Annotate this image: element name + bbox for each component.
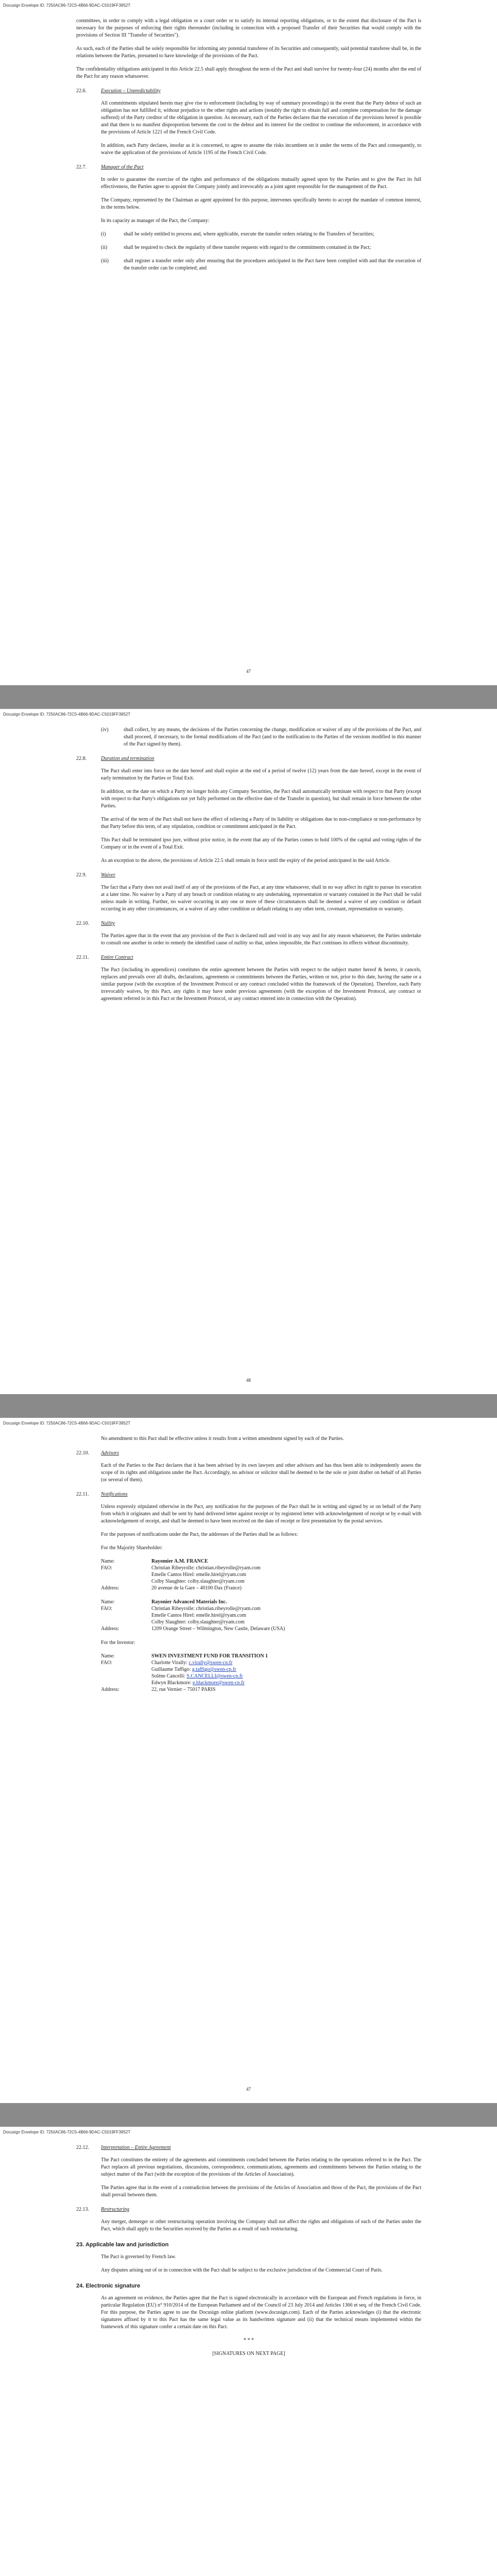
document-page-2	[0, 709, 497, 1394]
contact-line: Solène Cancelli: S.CANCELLI@swen-cp.fr	[151, 1673, 243, 1679]
email-link[interactable]: e.blackmore@swen-cp.fr	[192, 1680, 245, 1686]
document-page-3	[0, 1418, 497, 2103]
list-label: (iii)	[101, 258, 109, 264]
page-number: 47	[246, 2087, 251, 2092]
section-number: 22.6.	[76, 88, 87, 94]
contact-line: Christian Ribeyrolle: christian.ribeyrolle@ryam.com	[151, 1565, 261, 1571]
page-number: 48	[246, 1378, 251, 1383]
section-heading-22-13	[76, 2206, 421, 2213]
paragraph: For the purposes of notifications under the Pact, the addresses of the Parties shall be as follows:	[101, 1532, 298, 1537]
field-label: Address:	[101, 1687, 119, 1692]
list-text: shall be solely entitled to process and, where applicable, execute the transfer orders relating to the Transfers of Securities;	[124, 231, 374, 237]
party-name: SWEN INVESTMENT FUND FOR TRANSITION 1	[151, 1653, 268, 1659]
paragraph: committees, in order to comply with a legal obligation or a court order or to satisfy its internal reporting obligations, or to the extent that disclosure of the Pact is necessary for the purposes of enforcing their rights thereunder (including in connection with a proposed Transfer of their Securities that would comply with the provisions of Section III "Transfer of Securities").	[76, 18, 421, 38]
page-number: 47	[246, 669, 251, 674]
paragraph: The Pact (including its appendices) constitutes the entire agreement between the Parties with respect to the subject matter hereof & hereto, it cancels, replaces and prevails over all drafts, declarations, agreements or commitments between the Parties, written or not, prior to this date, having the same or a similar purpose (with the exception of the Investment Protocol or any contract concluded within the framework of the Operation). Therefore, each Party irrevocably waives, by this Pact, any rights it may have under previous agreements (with the exception of the Investment Protocol, any contract or agreement referred to in this Pact or the Investment Protocol, or any contract entered into in connection with the Operation).	[101, 967, 421, 1002]
paragraph: The Parties agree that in the event that any provision of the Pact is declared null and void in any way and for any reason whatsoever, the Parties undertake to consult one another in order to remedy the identified cause of nullity so that, unless impossible, the Pact continues its effects without discontinuity.	[101, 933, 421, 946]
section-heading-22-6	[76, 88, 421, 95]
party-address: 1209 Orange Street – Wilmington, New Castle, Delaware (USA)	[151, 1626, 285, 1632]
docusign-envelope-id: Docusign Envelope ID: 7250AC86-72C5-4B66-9DAC-C5019FF3952T	[3, 2130, 131, 2134]
section-number: 22.11.	[76, 1492, 89, 1497]
section-title: Execution – Unpredictability	[101, 88, 161, 94]
email-link[interactable]: g.taffigo@swen-cp.fr	[192, 1667, 236, 1672]
paragraph: In order to guarantee the exercise of the rights and performance of the obligations mutually agreed upon by the Parties and to give the Pact its full effectiveness, the Parties agree to appoint the Company jointly and irrevocably as a joint agent responsible for the management of the Pact.	[101, 177, 421, 190]
paragraph: Each of the Parties to the Pact declares that it has been advised by its own lawyers and other advisors and has thus been able to independently assess the scope of its rights and obligations under the Pact. Accordingly, no advisor or solicitor shall be deemed to be the sole or joint drafter on behalf of all Parties (or several of them).	[101, 1463, 421, 1483]
section-number: 22.7.	[76, 164, 87, 170]
paragraph: The Pact is governed by French law.	[101, 2254, 176, 2260]
paragraph: In its capacity as manager of the Pact, the Company:	[101, 218, 210, 224]
docusign-envelope-id: Docusign Envelope ID: 7250AC86-72C5-4B66-9DAC-C5019FF3952T	[3, 712, 131, 717]
majority-label: For the Majority Shareholder:	[101, 1545, 163, 1551]
article-heading-24: 24. Electronic signature	[76, 2283, 141, 2289]
list-label: (i)	[101, 231, 106, 237]
section-heading-22-12	[76, 2144, 421, 2151]
section-title: Interpretation – Entire Agreement	[101, 2145, 171, 2150]
document-page-1	[0, 0, 497, 685]
section-number: 22.10.	[76, 1450, 89, 1456]
investor-label: For the Investor:	[101, 1640, 135, 1646]
paragraph: The Pact shall enter into force on the date hereof and shall expire at the end of a period of twelve (12) years from the date hereof, except in the event of early termination by the Parties or Total Exit.	[101, 768, 421, 781]
party-name: Rayonier Advanced Materials Inc.	[151, 1599, 227, 1605]
field-label: FAO:	[101, 1565, 113, 1571]
list-item	[101, 258, 421, 272]
docusign-envelope-id: Docusign Envelope ID: 7250AC86-72C5-4B66-9DAC-C5019FF3952T	[3, 3, 131, 8]
list-text: shall be required to check the regularity of these transfer requests with regard to the commitments contained in the Pact;	[124, 245, 371, 250]
section-title: Entire Contract	[101, 955, 133, 960]
list-label: (ii)	[101, 245, 108, 250]
field-label: Name:	[101, 1558, 115, 1564]
list-text: shall register a transfer order only after ensuring that the procedures anticipated in the Pact have been complied with and that the execution of the transfer order can be completed; and	[124, 258, 421, 271]
section-heading-22-9	[76, 872, 421, 879]
list-item	[101, 726, 421, 748]
docusign-envelope-id: Docusign Envelope ID: 7250AC86-72C5-4B66-9DAC-C5019FF3952T	[3, 1421, 131, 1426]
paragraph: In addition, on the date on which a Party no longer holds any Company Securities, the Pact shall automatically terminate with respect to that Party (except with respect to that Party's obligations not yet fully performed on the effective date of the Transfer in question), but shall remain in force between the other Parties.	[101, 789, 421, 809]
page-content	[76, 1435, 421, 1693]
paragraph: The arrival of the term of the Pact shall not have the effect of relieving a Party of its liability or obligations due to non-compliance or non-performance by that Party before this term, of any stipulation, condition or commitment anticipated in the Pact.	[101, 817, 421, 829]
paragraph: The fact that a Party does not avail itself of any of the provisions of the Pact, at any time whatsoever, shall in no way affect its right to pursue its execution at a later time. No waiver by a Party of any breach or condition relating to any undertaking, representation or warranty contained in the Pact shall be valid unless made in writing. Further, no waiver occurring in any one or more of these circumstances shall be deemed a waiver of any condition or default occurring in any other circumstances, or a waiver of any other condition or default relating to any other term, covenant, representation or warranty.	[101, 885, 421, 912]
paragraph: The confidentiality obligations anticipated in this Article 22.5 shall apply throughout the term of the Pact and shall survive for twenty-four (24) months after the end of the Pact for any reason whatsoever.	[76, 66, 421, 79]
separator-stars: * * *	[244, 2337, 254, 2343]
party-name: Rayomier A.M. FRANCE	[151, 1558, 208, 1564]
paragraph: All commitments stipulated herein may give rise to enforcement (including by way of summary proceedings) in the event that the Party debtor of such an obligation has not fulfilled it, without prejudice to the other rights and actions (notably the right to obtain full and complete compensation for the damage suffered) of the Party creditor of the obligation in question. As necessary, each of the Parties declares that the execution of the provisions hereof is possible and that there is no manifest disproportion between the cost to the debtor and its interest for the creditor to continue the enforcement, in accordance with the provisions of Article 1221 of the French Civil Code.	[101, 100, 421, 135]
section-title: Waiver	[101, 872, 115, 878]
party-block	[101, 1653, 421, 1693]
contact-line: Colby Slaughter: colby.slaughter@ryam.com	[151, 1579, 245, 1584]
section-title: Notifications	[101, 1492, 128, 1497]
page-content	[76, 18, 421, 272]
section-number: 22.13.	[76, 2207, 89, 2212]
section-heading-22-11	[76, 1491, 421, 1498]
list-label: (iv)	[101, 727, 109, 733]
section-heading-22-7	[76, 164, 421, 171]
document-page-4	[0, 2127, 497, 2576]
paragraph: As such, each of the Parties shall be solely responsible for informing any potential transferee of its Securities and consequently, said potential transferee shall be, in the relations between the Parties, presumed to have knowledge of the provisions of the Pact.	[76, 46, 421, 59]
article-heading-23: 23. Applicable law and jurisdiction	[76, 2242, 169, 2248]
paragraph: Any disputes arising out of or in connection with the Pact shall be subject to the exclusive jurisdiction of the Commercial Court of Paris.	[101, 2267, 383, 2273]
section-number: 22.9.	[76, 872, 87, 878]
contact-line: Charlotte Virally: c.virally@swen-cp.fr	[151, 1660, 233, 1666]
contact-line: Emelle Cantos Hirel: emelle.hirel@ryam.com	[151, 1613, 246, 1618]
paragraph: Unless expressly stipulated otherwise in the Pact, any notification for the purposes of the Pact shall be in writing and signed by or on behalf of the Party from which it originates and shall be sent by hand delivered letter against receipt or by registered letter with acknowledgement of receipt or by e-mail with acknowledgement of receipt, and shall be deemed to have been received on the date of receipt or first presentation by the postal services.	[101, 1504, 421, 1524]
section-heading-22-10	[76, 1450, 421, 1457]
paragraph: As an exception to the above, the provisions of Article 22.5 shall remain in force until the expiry of the period anticipated in the said Article.	[101, 858, 391, 863]
contact-line: Emelle Cantos Hirel: emelle.hirel@ryam.com	[151, 1572, 246, 1578]
field-label: Name:	[101, 1653, 115, 1659]
paragraph: This Pact shall be terminated ipso jure, without prior notice, in the event that any of the Parties comes to hold 100% of the capital and voting rights of the Company or in the event of a Total Exit.	[101, 837, 421, 850]
section-title: Advisors	[101, 1450, 119, 1456]
signatures-next-page: [SIGNATURES ON NEXT PAGE]	[212, 2351, 285, 2357]
email-link[interactable]: S.CANCELLI@swen-cp.fr	[186, 1673, 243, 1679]
section-number: 22.11.	[76, 955, 89, 960]
paragraph: The Parties agree that in the event of a contradiction between the provisions of the Articles of Association and those of the Pact, the provisions of the Pact shall prevail between them.	[101, 2185, 421, 2198]
contact-line: Edwyn Blackmore: e.blackmore@swen-cp.fr	[151, 1680, 245, 1686]
page-content	[76, 2144, 421, 2358]
field-label: Address:	[101, 1585, 119, 1591]
section-title: Restructuring	[101, 2207, 129, 2212]
section-title: Nullity	[101, 921, 115, 926]
field-label: Name:	[101, 1599, 115, 1605]
contact-line: Guillaume Taffigo: g.taffigo@swen-cp.fr	[151, 1667, 236, 1672]
paragraph: The Pact constitutes the entirety of the agreements and commitments concluded between the Parties relating to the operations referred to in the Pact. The Pact replaces all previous negotiations, discussions, correspondence, communications, agreements and commitments between the Parties relating to the subject matter of the Pact (with the exception of the provisions of the Articles of Association).	[101, 2157, 421, 2177]
field-label: FAO:	[101, 1606, 113, 1612]
paragraph: Any merger, demerger or other restructuring operation involving the Company shall not affect the rights and obligations of each of the Parties under the Pact, which shall apply to the Securities received by the Parties as a result of such restructuring.	[101, 2219, 421, 2232]
section-number: 22.12.	[76, 2145, 89, 2150]
field-label: FAO:	[101, 1660, 113, 1666]
party-address: 20 avenue de la Gare – 40100 Dax (France)	[151, 1585, 242, 1591]
list-item	[101, 231, 421, 238]
section-title: Duration and termination	[101, 756, 155, 761]
party-address: 22, rue Vernier – 75017 PARIS	[151, 1687, 216, 1692]
party-block	[101, 1599, 421, 1632]
section-title: Manager of the Pact	[101, 164, 144, 170]
email-link[interactable]: c.virally@swen-cp.fr	[188, 1660, 233, 1666]
paragraph: The Company, represented by the Chairman as agent appointed for this purpose, intervenes specifically hereto to accept the mandate of common interest, in the terms below.	[101, 197, 421, 210]
list-item	[101, 244, 421, 251]
contact-line: Colby Slaughter: colby.slaughter@ryam.com	[151, 1619, 245, 1625]
section-heading-22-8	[76, 755, 421, 762]
paragraph: As an agreement on evidence, the Parties agree that the Pact is signed electronically in accordance with the European and French regulations in force, in particular Regulation (EU) n° 910/2014 of the European Parliament and of the Council of 23 July 2014 and Articles 1366 et seq. of the French Civil Code. For this purpose, the Parties agree to use the Docusign online platform (www.docusign.com). Each of the Parties acknowledges (i) that the electronic signatures affixed by it to this Pact has the same legal value as its handwritten signature and (ii) that the technical means implemented within the framework of this signature confer a certain date on this Pact.	[101, 2295, 421, 2330]
party-block	[101, 1558, 421, 1591]
section-heading-22-10	[76, 920, 421, 927]
paragraph: In addition, each Party declares, insofar as it is concerned, to agree to assume the risks incumbent on it under the terms of the Pact and consequently, to waive the application of the provisions of Article 1195 of the French Civil Code.	[101, 143, 421, 156]
section-heading-22-11	[76, 954, 421, 961]
section-number: 22.10.	[76, 921, 89, 926]
list-text: shall collect, by any means, the decisions of the Parties concerning the change, modification or waiver of any of the provisions of the Pact, and shall proceed, if necessary, to the formal modifications of the Pact (and to the notification to the Parties of the versions modified in this manner of the Pact signed by them).	[124, 727, 421, 747]
contact-line: Christian Ribeyrolle: christian.ribeyrolle@ryam.com	[151, 1606, 261, 1612]
page-content	[76, 726, 421, 1003]
section-number: 22.8.	[76, 756, 87, 761]
field-label: Address:	[101, 1626, 119, 1632]
paragraph: No amendment to this Pact shall be effective unless it results from a written amendment signed by each of the Parties.	[101, 1436, 344, 1442]
